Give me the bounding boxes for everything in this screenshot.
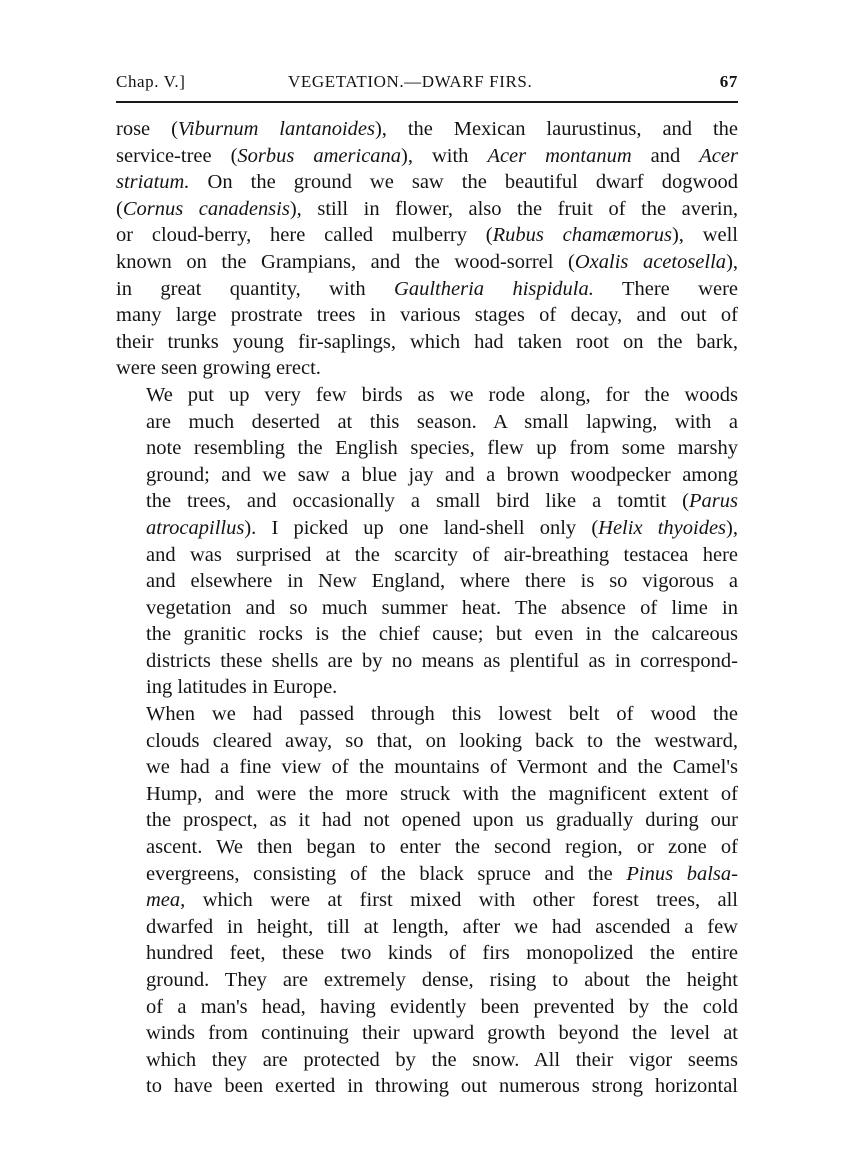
text-run: the trees, and occasionally a small bird like a tomtit ( — [146, 490, 690, 513]
italic-term: Acer montanum — [487, 144, 632, 167]
text-run: the prospect, as it had not opened upon us gradually during our — [146, 809, 738, 832]
text-run: winds from continuing their upward growth beyond the level at — [146, 1022, 738, 1045]
text-run: were seen growing erect. — [116, 357, 321, 380]
text-line — [116, 1073, 738, 1100]
text-line — [116, 834, 738, 861]
text-run: are much deserted at this season. A small lapwing, with a — [146, 410, 738, 433]
italic-term: Oxalis acetosella — [574, 250, 727, 273]
text-run: clouds cleared away, so that, on looking back to the westward, — [146, 729, 738, 752]
text-run: evergreens, consisting of the black spruce and the — [146, 862, 627, 885]
text-line — [116, 648, 738, 675]
text-line — [116, 807, 738, 834]
text-line — [116, 329, 738, 356]
text-run: to have been exerted in throwing out numerous strong horizontal — [146, 1075, 738, 1098]
text-run: ), well — [671, 224, 738, 247]
text-line — [116, 861, 738, 888]
chapter-label: Chap. V.] — [116, 72, 186, 91]
text-run: service-tree ( — [116, 144, 238, 167]
italic-term: striatum. — [116, 171, 190, 194]
italic-term: Helix thyoides — [598, 516, 727, 539]
text-line — [116, 302, 738, 329]
text-line — [116, 143, 738, 170]
text-line — [116, 674, 738, 701]
text-run: rose ( — [116, 118, 178, 140]
text-line — [116, 1047, 738, 1074]
paragraph — [116, 701, 738, 1100]
text-run: We put up very few birds as we rode along, for the woods — [146, 383, 738, 406]
text-run: When we had passed through this lowest belt of wood the — [146, 703, 738, 726]
text-line — [116, 515, 738, 542]
text-run: ), with — [401, 144, 488, 167]
text-run: known on the Grampians, and the wood-sorrel ( — [116, 250, 575, 273]
text-run: we had a fine view of the mountains of Vermont and the Camel's — [146, 756, 738, 779]
italic-term: Rubus chamæmorus — [492, 224, 672, 247]
text-line — [116, 196, 738, 223]
text-run: dwarfed in height, till at length, after we had ascended a few — [146, 915, 738, 938]
text-line — [116, 542, 738, 569]
text-run: vegetation and so much summer heat. The absence of lime in — [146, 596, 738, 619]
text-run: of a man's head, having evidently been prevented by the cold — [146, 995, 738, 1018]
paragraph — [116, 116, 738, 382]
text-line — [116, 409, 738, 436]
text-run: note resembling the English species, flew up from some marshy — [146, 437, 738, 460]
text-run: Hump, and were the more struck with the magnificent extent of — [146, 782, 738, 805]
paragraph — [116, 382, 738, 701]
text-line — [116, 967, 738, 994]
text-line — [116, 701, 738, 728]
running-header — [116, 68, 738, 98]
text-run: On the ground we saw the beautiful dwarf dogwood — [189, 171, 738, 194]
text-run: which were at first mixed with other forest trees, all — [185, 889, 738, 912]
running-title: VEGETATION.—DWARF FIRS. — [288, 72, 533, 91]
text-run: and elsewhere in New England, where there is so vigorous a — [146, 570, 738, 593]
italic-term: mea, — [146, 889, 186, 912]
text-line — [116, 249, 738, 276]
text-run: ground. They are extremely dense, rising to about the height — [146, 969, 738, 991]
text-line — [116, 462, 738, 489]
text-run: ), — [726, 516, 738, 539]
text-run: ). I picked up one land-shell only ( — [244, 516, 599, 539]
italic-term: Acer — [699, 144, 738, 167]
text-line — [116, 940, 738, 967]
text-line — [116, 382, 738, 409]
text-run: ascent. We then began to enter the second region, or zone of — [146, 836, 738, 859]
text-run: districts these shells are by no means as plentiful as in correspond- — [146, 649, 738, 672]
text-line — [116, 568, 738, 595]
header-rule — [116, 101, 738, 103]
text-line — [116, 994, 738, 1021]
text-run: the granitic rocks is the chief cause; but even in the calcareous — [146, 623, 738, 646]
text-run: ing latitudes in Europe. — [146, 676, 338, 699]
italic-term: Sorbus americana — [237, 144, 402, 167]
text-line — [116, 728, 738, 755]
text-line — [116, 116, 738, 143]
italic-term: Viburnum lantanoides — [177, 118, 375, 140]
text-run: many large prostrate trees in various stages of decay, and out of — [116, 304, 738, 327]
text-run: ground; and we saw a blue jay and a brown woodpecker among — [146, 463, 738, 486]
italic-term: Gaultheria hispidula. — [394, 277, 594, 300]
italic-term: Parus — [689, 490, 738, 513]
text-line — [116, 621, 738, 648]
text-line — [116, 1020, 738, 1047]
italic-term: Pinus balsa- — [626, 862, 738, 885]
text-run: or cloud-berry, here called mulberry ( — [116, 224, 493, 247]
text-line — [116, 222, 738, 249]
text-line — [116, 914, 738, 941]
text-line — [116, 754, 738, 781]
text-run: ( — [116, 197, 123, 220]
text-run: and was surprised at the scarcity of air-breathing testacea here — [146, 543, 738, 566]
text-line — [116, 355, 738, 382]
text-run: There were — [593, 277, 738, 300]
body-text — [116, 116, 738, 1100]
text-run: which they are protected by the snow. All their vigor seems — [146, 1048, 738, 1071]
italic-term: atrocapillus — [146, 516, 245, 539]
text-line — [116, 276, 738, 303]
text-run: and — [631, 144, 700, 167]
text-run: their trunks young fir-saplings, which had taken root on the bark, — [116, 330, 738, 353]
text-run: hundred feet, these two kinds of firs monopolized the entire — [146, 942, 738, 965]
text-run: ), still in flower, also the fruit of the averin, — [289, 197, 739, 220]
text-line — [116, 488, 738, 515]
text-line — [116, 595, 738, 622]
text-line — [116, 887, 738, 914]
text-line — [116, 781, 738, 808]
text-run: in great quantity, with — [116, 277, 395, 300]
text-line — [116, 169, 738, 196]
italic-term: Cornus canadensis — [122, 197, 290, 220]
text-run: ), the Mexican laurustinus, and the — [374, 118, 738, 140]
text-line — [116, 435, 738, 462]
page-number: 67 — [719, 72, 738, 91]
text-run: ), — [726, 250, 739, 273]
